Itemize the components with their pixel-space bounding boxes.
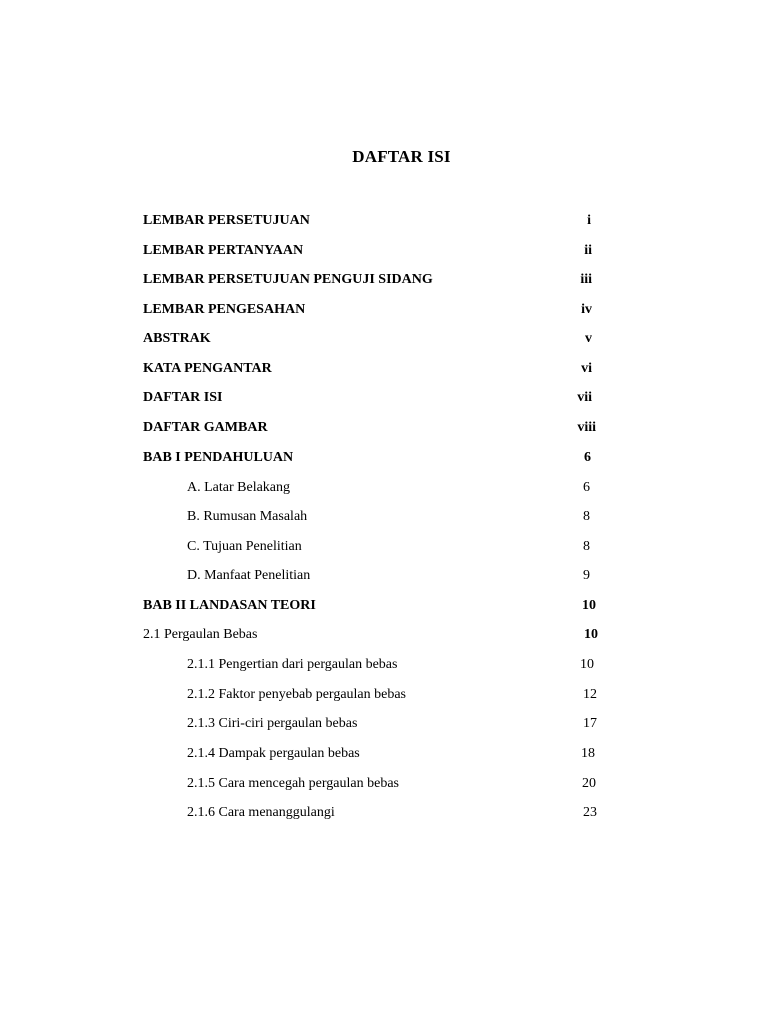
toc-entry-page: v	[585, 331, 592, 346]
toc-entry-label: LEMBAR PERSETUJUAN	[143, 213, 310, 228]
toc-entry	[0, 213, 768, 233]
toc-entry-page: 10	[580, 657, 594, 672]
toc-entry-page: 8	[583, 539, 590, 554]
toc-entry-page: 12	[583, 687, 597, 702]
toc-entry	[0, 627, 768, 647]
toc-entry-label: 2.1.4 Dampak pergaulan bebas	[187, 746, 360, 761]
toc-entry-page: vii	[577, 390, 592, 405]
toc-entry-label: BAB I PENDAHULUAN	[143, 450, 294, 465]
toc-entry-label: KATA PENGANTAR	[143, 361, 272, 376]
toc-entry-label: B. Rumusan Masalah	[187, 509, 308, 524]
toc-entry-page: 18	[581, 746, 595, 761]
toc-entry	[0, 272, 768, 292]
toc-entry-label: 2.1.6 Cara menanggulangi	[187, 805, 335, 820]
toc-entry-label: 2.1.2 Faktor penyebab pergaulan bebas	[187, 687, 407, 702]
toc-entry	[0, 746, 768, 766]
toc-entry-page: i	[587, 213, 591, 228]
toc-entry-page: iii	[580, 272, 592, 287]
toc-entry	[0, 687, 768, 707]
toc-entry-label: 2.1.3 Ciri-ciri pergaulan bebas	[187, 716, 358, 731]
toc-entry	[0, 509, 768, 529]
toc-entry	[0, 361, 768, 381]
toc-entry-page: iv	[581, 302, 592, 317]
toc-entry-label: 2.1.5 Cara mencegah pergaulan bebas	[187, 776, 399, 791]
toc-entry	[0, 776, 768, 796]
toc-entry-page: 17	[583, 716, 597, 731]
toc-entry	[0, 420, 768, 440]
toc-entry-page: viii	[577, 420, 596, 435]
toc-entry	[0, 716, 768, 736]
toc-entry-label: BAB II LANDASAN TEORI	[143, 598, 316, 613]
toc-entry-label: LEMBAR PERTANYAAN	[143, 243, 304, 258]
toc-entry	[0, 657, 768, 677]
page-title: DAFTAR ISI	[352, 147, 451, 166]
toc-entry-page: 23	[583, 805, 597, 820]
toc-entry-label: 2.1 Pergaulan Bebas	[143, 627, 258, 642]
toc-entry	[0, 539, 768, 559]
toc-entry-page: 6	[583, 480, 590, 495]
toc-entry-page: 10	[582, 598, 596, 613]
toc-entry	[0, 568, 768, 588]
toc-entry-label: C. Tujuan Penelitian	[187, 539, 302, 554]
toc-entry	[0, 390, 768, 410]
toc-entry	[0, 805, 768, 825]
toc-entry-page: 6	[584, 450, 591, 465]
toc-entry-label: ABSTRAK	[143, 331, 211, 346]
toc-entry	[0, 598, 768, 618]
toc-entry-label: D. Manfaat Penelitian	[187, 568, 311, 583]
toc-entry-label: DAFTAR GAMBAR	[143, 420, 268, 435]
toc-entry-page: 10	[584, 627, 598, 642]
toc-entry	[0, 450, 768, 470]
toc-entry-page: 20	[582, 776, 596, 791]
toc-entry	[0, 331, 768, 351]
toc-entry-page: 8	[583, 509, 590, 524]
toc-entry-page: 9	[583, 568, 590, 583]
toc-entry-label: A. Latar Belakang	[187, 480, 291, 495]
toc-entry	[0, 243, 768, 263]
toc-entry-label: 2.1.1 Pengertian dari pergaulan bebas	[187, 657, 398, 672]
toc-entry-page: vi	[581, 361, 592, 376]
toc-entry-label: DAFTAR ISI	[143, 390, 223, 405]
toc-entry-label: LEMBAR PENGESAHAN	[143, 302, 306, 317]
toc-entry	[0, 302, 768, 322]
toc-entry-label: LEMBAR PERSETUJUAN PENGUJI SIDANG	[143, 272, 433, 287]
toc-entry	[0, 480, 768, 500]
toc-entry-page: ii	[584, 243, 592, 258]
